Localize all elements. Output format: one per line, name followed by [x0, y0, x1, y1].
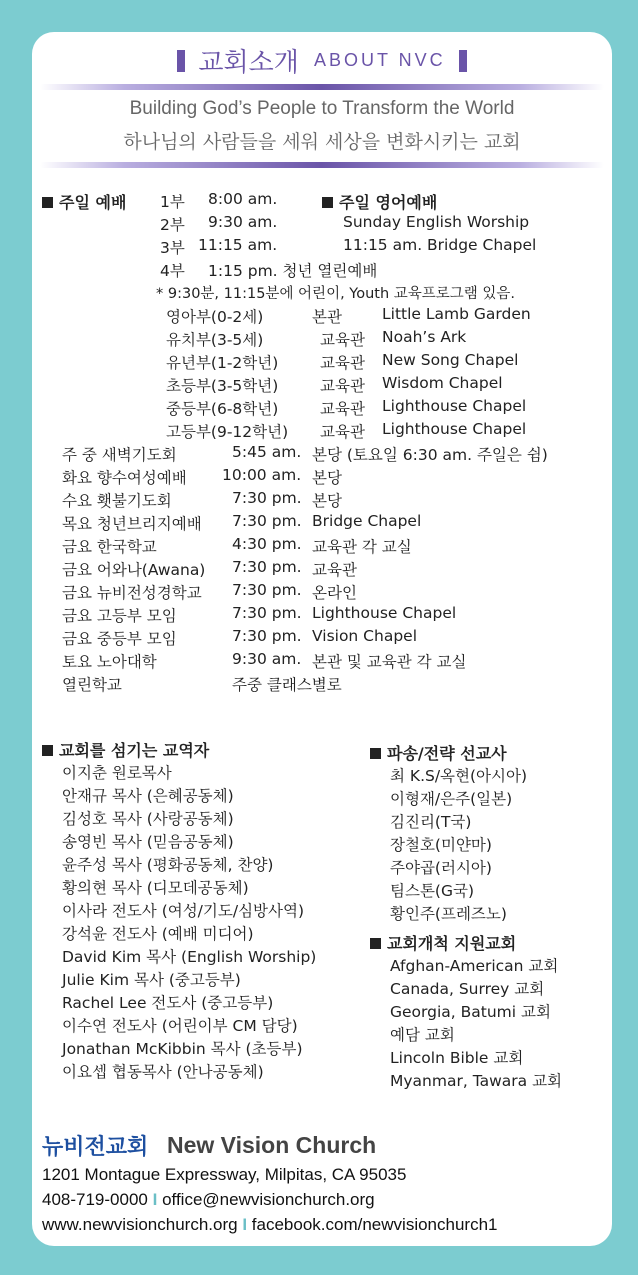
service-part: 4부: [160, 262, 185, 280]
service-time: 9:30 am.: [208, 213, 278, 231]
weekly-place: 교육관 각 교실: [312, 538, 412, 556]
missionary-item: 황인주(프레즈노): [390, 905, 507, 923]
weekly-time: 7:30 pm.: [232, 581, 302, 599]
weekly-place: 교육관: [312, 561, 357, 579]
weekly-place: 본당 (토요일 6:30 am. 주일은 쉼): [312, 446, 548, 464]
weekly-name: 금요 뉴비전성경학교: [62, 584, 202, 602]
church-plant-item: Lincoln Bible 교회: [390, 1049, 524, 1067]
church-plant-item: Myanmar, Tawara 교회: [390, 1072, 563, 1090]
weekly-time: 주중 클래스별로: [232, 676, 342, 694]
weekly-time: 9:30 am.: [232, 650, 302, 668]
weekly-name: 금요 한국학교: [62, 538, 157, 556]
missionaries-heading: 파송/전략 선교사: [370, 741, 507, 764]
minister-item: 이사라 전도사 (여성/기도/심방사역): [62, 902, 305, 920]
weekly-time: 5:45 am.: [232, 443, 302, 461]
church-name-korean: 뉴비전교회: [42, 1135, 149, 1160]
church-name-english: New Vision Church: [167, 1132, 377, 1158]
weekly-name: 금요 중등부 모임: [62, 630, 177, 648]
service-time: 8:00 am.: [208, 190, 278, 208]
title-bar-right: [459, 50, 467, 72]
program-room: Noah’s Ark: [382, 328, 467, 346]
weekly-place: 온라인: [312, 584, 357, 602]
weekly-time: 7:30 pm.: [232, 512, 302, 530]
minister-item: 이수연 전도사 (어린이부 CM 담당): [62, 1017, 298, 1035]
church-plant-item: 예담 교회: [390, 1026, 455, 1044]
weekly-time: 4:30 pm.: [232, 535, 302, 553]
minister-item: 황의현 목사 (디모데공동체): [62, 879, 249, 897]
web-line: [42, 1215, 497, 1235]
weekly-time: 7:30 pm.: [232, 627, 302, 645]
page-title: [32, 42, 612, 82]
weekly-place: Bridge Chapel: [312, 512, 422, 530]
minister-item: Jonathan McKibbin 목사 (초등부): [62, 1040, 303, 1058]
program-building: 교육관: [320, 377, 365, 395]
motto-english: Building God’s People to Transform the World: [129, 98, 515, 119]
divider-top: [40, 84, 604, 90]
weekly-time: 10:00 am.: [222, 466, 302, 484]
program-dept: 고등부(9-12학년): [166, 423, 289, 441]
title-korean: 교회소개: [198, 48, 299, 78]
address: 1201 Montague Expressway, Milpitas, CA 95035: [42, 1165, 407, 1184]
facebook-link[interactable]: facebook.com/newvisionchurch1: [251, 1215, 498, 1234]
program-building: 교육관: [320, 354, 365, 372]
program-room: New Song Chapel: [382, 351, 519, 369]
square-bullet-icon: [42, 197, 53, 208]
minister-item: 강석윤 전도사 (예배 미디어): [62, 925, 254, 943]
weekly-name: 화요 향수여성예배: [62, 469, 187, 487]
service-part: 3부: [160, 239, 185, 257]
weekly-name: 수요 횃불기도회: [62, 492, 172, 510]
program-building: 교육관: [320, 423, 365, 441]
program-dept: 유년부(1-2학년): [166, 354, 279, 372]
weekly-time: 7:30 pm.: [232, 604, 302, 622]
weekly-name: 주 중 새벽기도회: [62, 446, 177, 464]
program-building: 교육관: [320, 331, 365, 349]
program-room: Little Lamb Garden: [382, 305, 531, 323]
divider-bottom: [40, 162, 604, 168]
program-room: Wisdom Chapel: [382, 374, 503, 392]
missionary-item: 장철호(미얀마): [390, 836, 492, 854]
church-plant-item: Georgia, Batumi 교회: [390, 1003, 551, 1021]
service-time: 1:15 pm. 청년 열린예배: [208, 262, 378, 280]
service-part: 1부: [160, 193, 185, 211]
contact-line: [42, 1190, 375, 1210]
square-bullet-icon: [370, 938, 381, 949]
program-room: Lighthouse Chapel: [382, 397, 527, 415]
program-building: 교육관: [320, 400, 365, 418]
minister-item: 김성호 목사 (사랑공동체): [62, 810, 234, 828]
square-bullet-icon: [322, 197, 333, 208]
ministers-heading: 교회를 섬기는 교역자: [42, 738, 209, 761]
title-english: ABOUT NVC: [313, 50, 446, 70]
service-part: 2부: [160, 216, 185, 234]
minister-item: Julie Kim 목사 (중고등부): [62, 971, 241, 989]
education-note: * 9:30분, 11:15분에 어린이, Youth 교육프로그램 있음.: [156, 286, 516, 302]
weekly-place: Lighthouse Chapel: [312, 604, 457, 622]
program-dept: 유치부(3-5세): [166, 331, 264, 349]
weekly-place: 본당: [312, 492, 342, 510]
english-worship-line: 11:15 am. Bridge Chapel: [343, 236, 537, 254]
service-time: 11:15 am.: [198, 236, 278, 254]
info-card: [32, 32, 612, 1246]
program-building: 본관: [312, 308, 342, 326]
minister-item: Rachel Lee 전도사 (중고등부): [62, 994, 274, 1012]
missionary-item: 팀스톤(G국): [390, 882, 474, 900]
english-worship-heading: 주일 영어예배: [322, 190, 437, 213]
english-worship-line: Sunday English Worship: [343, 213, 530, 231]
missionary-item: 이형재/은주(일본): [390, 790, 513, 808]
separator: I: [152, 1190, 158, 1209]
minister-item: 안재규 목사 (은혜공동체): [62, 787, 234, 805]
sunday-heading: 주일 예배: [42, 190, 126, 213]
square-bullet-icon: [370, 748, 381, 759]
program-room: Lighthouse Chapel: [382, 420, 527, 438]
square-bullet-icon: [42, 745, 53, 756]
email-link[interactable]: office@newvisionchurch.org: [162, 1190, 375, 1209]
separator: I: [242, 1215, 248, 1234]
weekly-name: 열린학교: [62, 676, 122, 694]
weekly-place: 본당: [312, 469, 342, 487]
minister-item: 송영빈 목사 (믿음공동체): [62, 833, 234, 851]
minister-item: 윤주성 목사 (평화공동체, 찬양): [62, 856, 274, 874]
minister-item: 이요셉 협동목사 (안나공동체): [62, 1063, 264, 1081]
weekly-name: 금요 어와나(Awana): [62, 561, 206, 579]
church-plant-item: Afghan-American 교회: [390, 957, 559, 975]
weekly-place: 본관 및 교육관 각 교실: [312, 653, 467, 671]
church-plant-item: Canada, Surrey 교회: [390, 980, 545, 998]
weekly-name: 목요 청년브리지예배: [62, 515, 202, 533]
phone-number[interactable]: 408-719-0000: [42, 1190, 148, 1209]
program-dept: 영아부(0-2세): [166, 308, 264, 326]
weekly-name: 토요 노아대학: [62, 653, 157, 671]
missionary-item: 주야곱(러시아): [390, 859, 492, 877]
weekly-name: 금요 고등부 모임: [62, 607, 177, 625]
missionary-item: 김진리(T국): [390, 813, 472, 831]
weekly-place: Vision Chapel: [312, 627, 418, 645]
church-plants-heading: 교회개척 지원교회: [370, 931, 516, 954]
minister-item: David Kim 목사 (English Worship): [62, 948, 317, 966]
minister-item: 이지춘 원로목사: [62, 764, 172, 782]
missionary-item: 최 K.S/옥현(아시아): [390, 767, 528, 785]
motto-korean: 하나님의 사람들을 세워 세상을 변화시키는 교회: [123, 131, 521, 153]
program-dept: 중등부(6-8학년): [166, 400, 279, 418]
weekly-time: 7:30 pm.: [232, 489, 302, 507]
website-link[interactable]: www.newvisionchurch.org: [42, 1215, 238, 1234]
program-dept: 초등부(3-5학년): [166, 377, 279, 395]
title-bar-left: [177, 50, 185, 72]
weekly-time: 7:30 pm.: [232, 558, 302, 576]
